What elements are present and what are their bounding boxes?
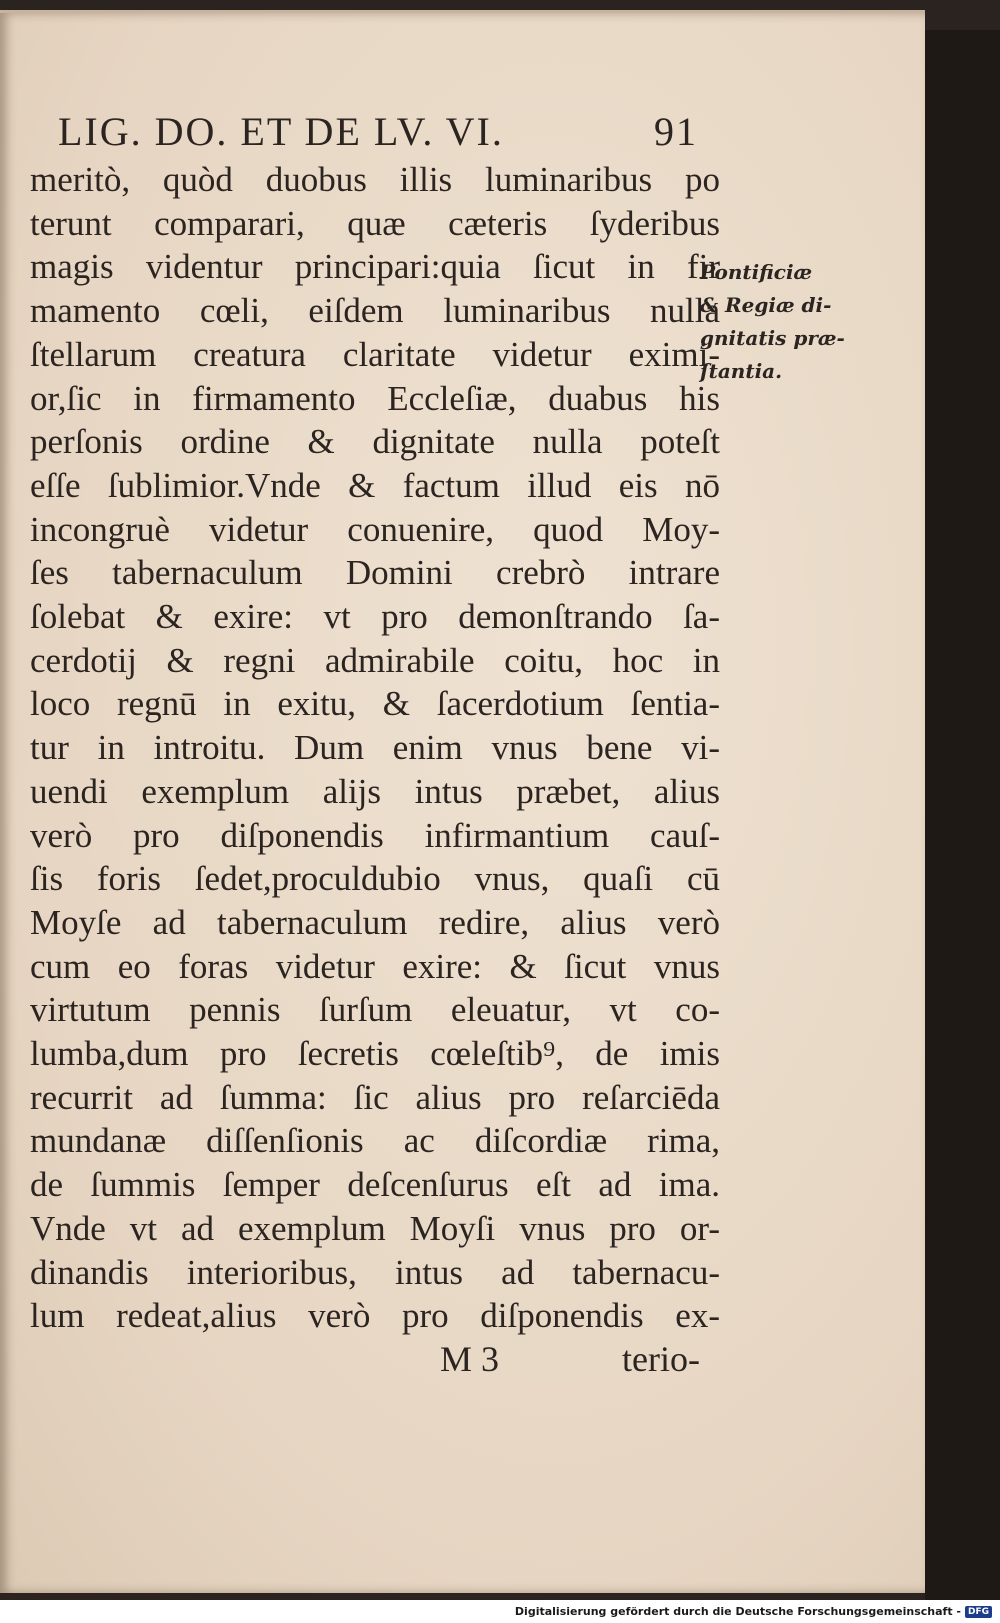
text-line: tur in introitu. Dum enim vnus bene vi-: [30, 728, 720, 768]
page-number: 91: [654, 109, 698, 154]
text-line: lum redeat,alius verò pro diſponendis ex-: [30, 1296, 720, 1336]
marginal-note-line: Pontificiæ: [700, 260, 813, 284]
text-line: or,ſic in firmamento Eccleſiæ, duabus his: [30, 378, 720, 418]
catchword: terio-: [622, 1339, 700, 1379]
funding-credit: Digitalisierung gefördert durch die Deutsche Forschungsgemeinschaft -: [514, 1605, 961, 1618]
text-line: mundanæ diſſenſionis ac diſcordiæ rima,: [30, 1121, 720, 1161]
text-line: eſſe ſublimior.Vnde & factum illud eis nō: [30, 465, 720, 505]
marginal-note-line: & Regiæ di-: [700, 293, 832, 317]
text-line: uendi exemplum alijs intus præbet, alius: [30, 771, 720, 811]
marginal-note-line: gnitatis præ-: [700, 326, 845, 350]
text-line: ſis foris ſedet,proculdubio vnus, quaſi cū: [30, 859, 720, 899]
text-line: Moyſe ad tabernaculum redire, alius verò: [30, 902, 720, 942]
catchline: [440, 1338, 700, 1380]
marginal-note: [700, 256, 860, 388]
text-line: virtutum pennis ſurſum eleuatur, vt co-: [30, 990, 720, 1030]
body-text: [30, 158, 720, 1338]
text-line: terunt comparari, quæ cæteris ſyderibus: [30, 203, 720, 243]
page-edge-shadow: [925, 30, 1000, 1600]
text-line: Vnde vt ad exemplum Moyſi vnus pro or-: [30, 1208, 720, 1248]
running-header: [58, 108, 698, 155]
text-line: ſes tabernaculum Domini crebrò intrare: [30, 553, 720, 593]
signature-mark: M 3: [440, 1339, 500, 1379]
text-line: de ſummis ſemper deſcenſurus eſt ad ima.: [30, 1165, 720, 1205]
text-line: cum eo foras videtur exire: & ſicut vnus: [30, 946, 720, 986]
text-line: magis videntur principari:quia ſicut in fir: [30, 247, 720, 287]
running-title: LIG. DO. ET DE LV. VI.: [58, 109, 504, 154]
text-line: mamento cœli, eiſdem luminaribus nulla: [30, 291, 720, 331]
text-line: ſolebat & exire: vt pro demonſtrando ſa-: [30, 597, 720, 637]
text-line: perſonis ordine & dignitate nulla poteſt: [30, 422, 720, 462]
text-line: dinandis interioribus, intus ad tabernacu-: [30, 1252, 720, 1292]
text-line: incongruè videtur conuenire, quod Moy-: [30, 509, 720, 549]
text-line: verò pro diſponendis infirmantium cauſ-: [30, 815, 720, 855]
text-line: recurrit ad ſumma: ſic alius pro reſarciēda: [30, 1077, 720, 1117]
text-line: meritò, quòd duobus illis luminaribus po: [30, 160, 720, 199]
dfg-logo-icon: DFG: [965, 1606, 992, 1618]
text-line: lumba,dum pro ſecretis cœleſtib⁹, de imis: [30, 1034, 720, 1074]
marginal-note-line: ſtantia.: [700, 359, 783, 383]
text-line: cerdotij & regni admirabile coitu, hoc in: [30, 640, 720, 680]
text-line: loco regnū in exitu, & ſacerdotium ſentia-: [30, 684, 720, 724]
text-line: ſtellarum creatura claritate videtur eximi-: [30, 334, 720, 374]
digitization-footer: [0, 1600, 1000, 1623]
